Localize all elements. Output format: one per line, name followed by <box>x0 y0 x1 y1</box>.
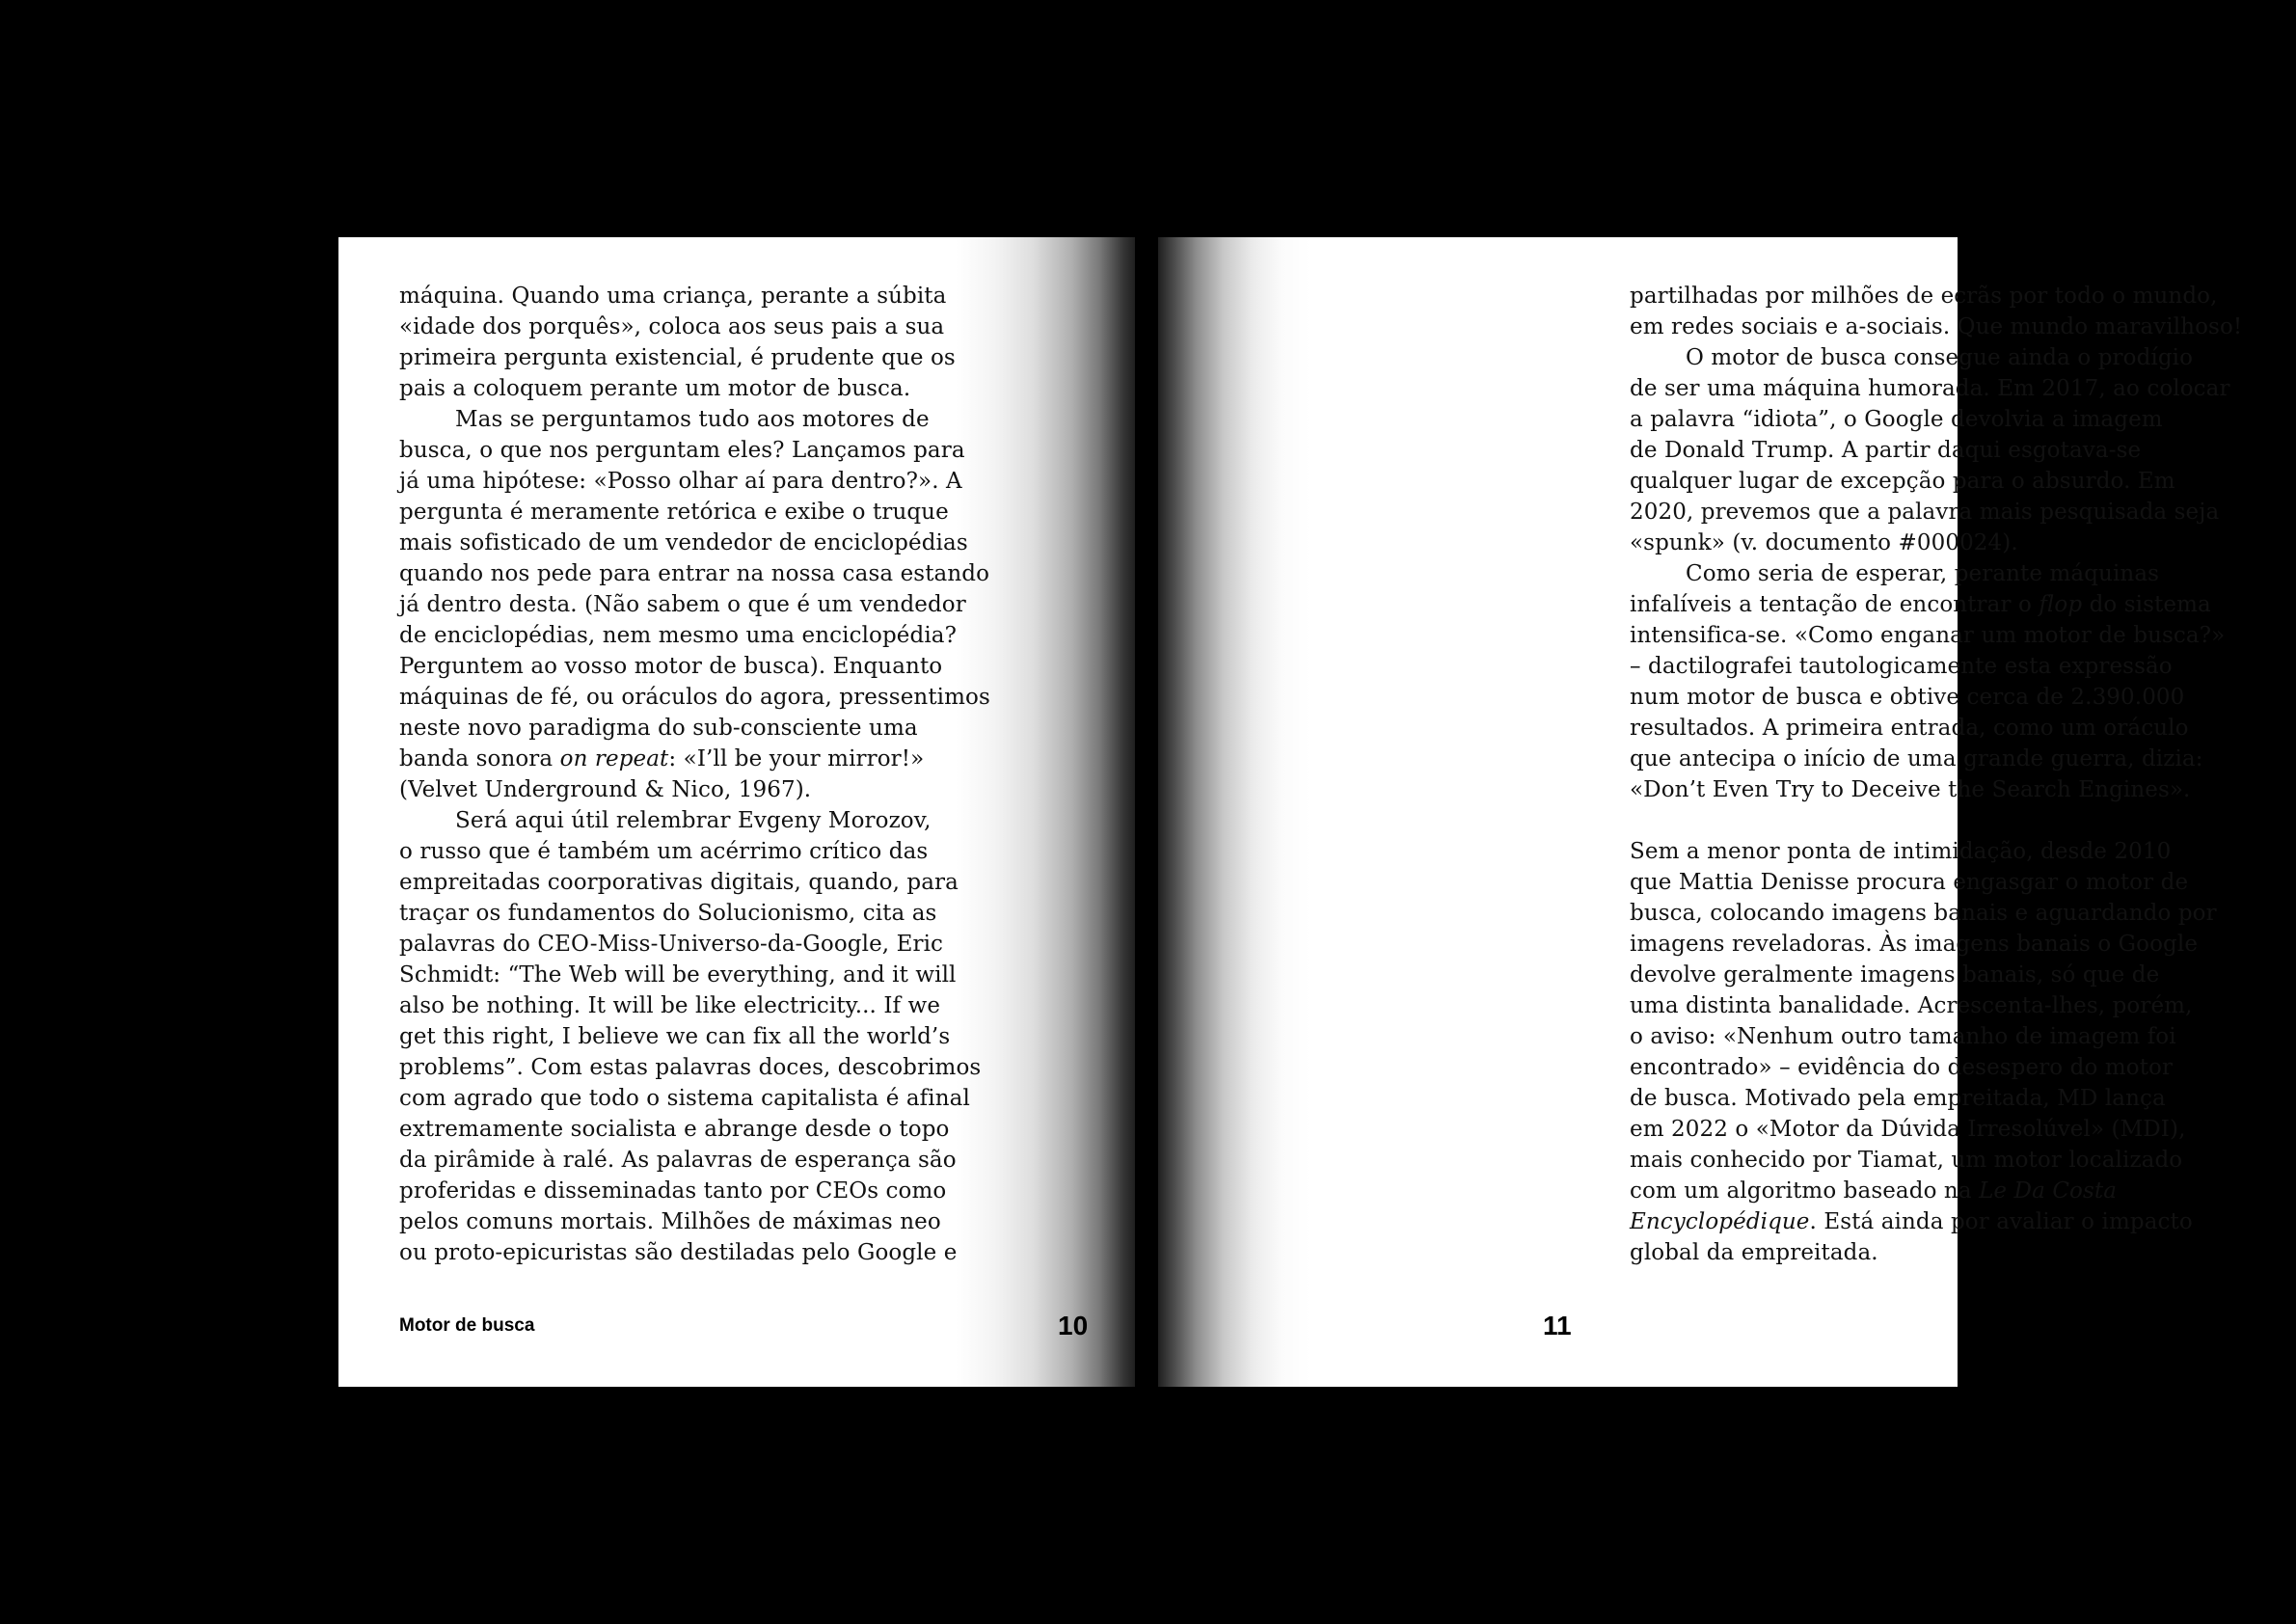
text-line: qualquer lugar de excepção para o absurdo. Em <box>1630 469 2175 494</box>
text-line: mais conhecido por Tiamat, um motor localizado <box>1630 1148 2183 1173</box>
text-line: Mas se perguntamos tudo aos motores de <box>455 407 930 432</box>
text-line: a palavra “idiota”, o Google devolvia a imagem <box>1630 407 2163 432</box>
text-line: – dactilografei tautologicamente esta expressão <box>1630 654 2173 679</box>
text-line: «spunk» (v. documento #000024). <box>1630 530 2018 555</box>
text-line: get this right, I believe we can fix all the world’s <box>399 1024 951 1049</box>
text-line: com agrado que todo o sistema capitalista é afinal <box>399 1086 970 1111</box>
book-gutter <box>1135 237 1158 1387</box>
text-run: : «I’ll be your mirror!» <box>668 746 925 771</box>
text-line: ou proto-epicuristas são destiladas pelo Google e <box>399 1240 958 1265</box>
book-spread <box>338 237 2243 1387</box>
text-line: Perguntem ao vosso motor de busca). Enquanto <box>399 654 943 679</box>
text-line: extremamente socialista e abrange desde o topo <box>399 1117 950 1142</box>
right-page <box>1147 237 2243 1387</box>
right-page-body <box>1630 281 2295 1268</box>
text-line: busca, o que nos perguntam eles? Lançamos para <box>399 438 965 463</box>
text-line: «Don’t Even Try to Deceive the Search Engines». <box>1630 777 2191 802</box>
text-line: que Mattia Denisse procura engasgar o motor de <box>1630 870 2189 895</box>
text-line: de busca. Motivado pela empreitada, MD lança <box>1630 1086 2166 1111</box>
text-line: o russo que é também um acérrimo crítico das <box>399 839 929 864</box>
text-line: intensifica-se. «Como enganar um motor de busca?» <box>1630 623 2226 648</box>
page-number-right: 11 <box>1543 1311 1572 1340</box>
text-line: quando nos pede para entrar na nossa casa estando <box>399 561 990 586</box>
text-line: Schmidt: “The Web will be everything, and it will <box>399 962 957 988</box>
text-line: neste novo paradigma do sub-consciente uma <box>399 716 918 741</box>
paragraph-gap <box>1630 805 2295 836</box>
text-line: Como seria de esperar, perante máquinas <box>1686 561 2160 586</box>
text-line: devolve geralmente imagens banais, só que de <box>1630 962 2160 988</box>
italic-phrase: Encyclopédique <box>1630 1209 1810 1234</box>
text-line: de ser uma máquina humorada. Em 2017, ao colocar <box>1630 376 2230 401</box>
text-line: imagens reveladoras. Às imagens banais o Google <box>1630 932 2199 957</box>
text-line <box>1630 1206 2295 1237</box>
text-line <box>399 744 1055 774</box>
text-line: O motor de busca consegue ainda o prodígio <box>1686 345 2194 370</box>
text-line: (Velvet Underground & Nico, 1967). <box>399 777 812 802</box>
text-run: banda sonora <box>399 746 560 771</box>
page-number-left: 10 <box>1058 1311 1089 1340</box>
text-line: traçar os fundamentos do Solucionismo, cita as <box>399 901 937 926</box>
text-line: pergunta é meramente retórica e exibe o truque <box>399 500 949 525</box>
italic-phrase: flop <box>2039 592 2083 617</box>
text-line: máquina. Quando uma criança, perante a súbita <box>399 284 947 309</box>
text-line: problems”. Com estas palavras doces, descobrimos <box>399 1055 982 1080</box>
text-line: busca, colocando imagens banais e aguardando por <box>1630 901 2217 926</box>
text-line <box>1630 1176 2295 1206</box>
text-line: proferidas e disseminadas tanto por CEOs como <box>399 1178 947 1204</box>
text-run: com um algoritmo baseado na <box>1630 1178 1980 1204</box>
left-page <box>338 237 1147 1387</box>
text-line: Sem a menor ponta de intimidação, desde 2010 <box>1630 839 2172 864</box>
text-line: em 2022 o «Motor da Dúvida Irresolúvel» (MDI), <box>1630 1117 2186 1142</box>
text-line: uma distinta banalidade. Acrescenta-lhes, porém, <box>1630 993 2193 1018</box>
text-line: já uma hipótese: «Posso olhar aí para dentro?». A <box>399 469 962 494</box>
running-title: Motor de busca <box>399 1315 535 1336</box>
text-line: de Donald Trump. A partir daqui esgotava-se <box>1630 438 2142 463</box>
text-line: Será aqui útil relembrar Evgeny Morozov, <box>455 808 932 833</box>
text-line: encontrado» – evidência do desespero do motor <box>1630 1055 2174 1080</box>
text-line: máquinas de fé, ou oráculos do agora, pressentimos <box>399 685 990 710</box>
text-line: 2020, prevemos que a palavra mais pesquisada seja <box>1630 500 2220 525</box>
text-line: partilhadas por milhões de ecrãs por todo o mundo, <box>1630 284 2218 309</box>
text-line: mais sofisticado de um vendedor de enciclopédias <box>399 530 968 555</box>
text-line: que antecipa o início de uma grande guerra, dizia: <box>1630 746 2203 771</box>
text-line: global da empreitada. <box>1630 1240 1878 1265</box>
text-line: de enciclopédias, nem mesmo uma enciclopédia? <box>399 623 958 648</box>
text-line: em redes sociais e a-sociais. Que mundo maravilhoso! <box>1630 314 2243 339</box>
text-line: primeira pergunta existencial, é prudente que os <box>399 345 956 370</box>
text-line: pelos comuns mortais. Milhões de máximas neo <box>399 1209 941 1234</box>
text-run: do sistema <box>2082 592 2211 617</box>
left-page-body <box>399 281 1055 1268</box>
italic-phrase: Le Da Costa <box>1979 1178 2118 1204</box>
text-line: pais a coloquem perante um motor de busca. <box>399 376 911 401</box>
text-line: also be nothing. It will be like electricity... If we <box>399 993 941 1018</box>
text-line: empreitadas coorporativas digitais, quando, para <box>399 870 959 895</box>
text-line: da pirâmide à ralé. As palavras de esperança são <box>399 1148 957 1173</box>
text-line: num motor de busca e obtive cerca de 2.390.000 <box>1630 685 2185 710</box>
text-run: . Está ainda por avaliar o impacto <box>1809 1209 2193 1234</box>
text-line <box>1630 589 2295 620</box>
text-line: já dentro desta. (Não sabem o que é um vendedor <box>399 592 966 617</box>
text-line: palavras do CEO-Miss-Universo-da-Google, Eric <box>399 932 944 957</box>
italic-phrase: on repeat <box>559 746 669 771</box>
text-line: «idade dos porquês», coloca aos seus pais a sua <box>399 314 945 339</box>
text-line: resultados. A primeira entrada, como um oráculo <box>1630 716 2189 741</box>
text-line: o aviso: «Nenhum outro tamanho de imagem foi <box>1630 1024 2176 1049</box>
text-run: infalíveis a tentação de encontrar o <box>1630 592 2039 617</box>
